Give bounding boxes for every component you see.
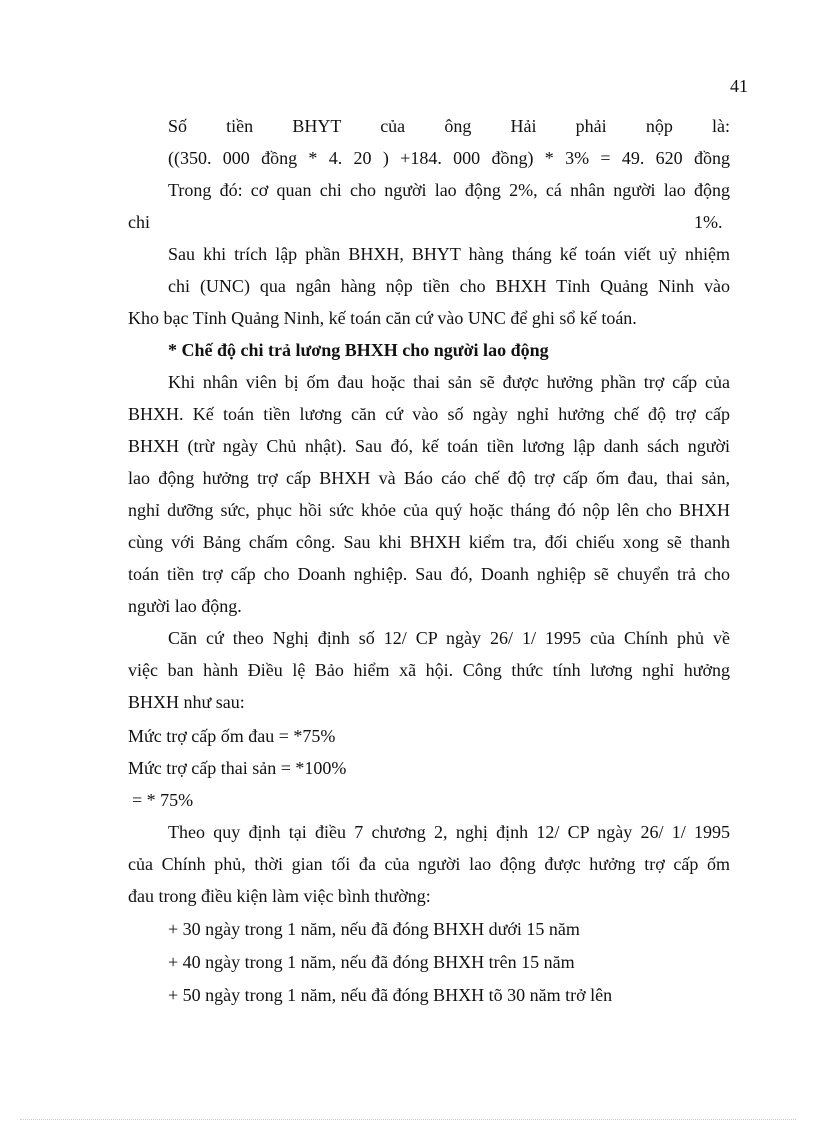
text-line: Căn cứ theo Nghị định số 12/ CP ngày 26/ 1/ 1995 của Chính phủ về xyxy=(168,628,730,648)
page-bottom-divider xyxy=(20,1119,796,1120)
text-line: Trong đó: cơ quan chi cho người lao động 2%, cá nhân người lao động xyxy=(168,180,730,200)
formula-line: Mức trợ cấp ốm đau = *75% xyxy=(128,726,336,746)
text-line: chi xyxy=(128,212,150,232)
list-item: + 40 ngày trong 1 năm, nếu đã đóng BHXH trên 15 năm xyxy=(168,952,575,972)
formula-line: Mức trợ cấp thai sản = *100% xyxy=(128,758,347,778)
text-line: của Chính phủ, thời gian tối đa của người lao động được hưởng trợ cấp ốm xyxy=(128,854,730,874)
section-heading: * Chế độ chi trả lương BHXH cho người lao động xyxy=(168,340,549,360)
text-line: Sau khi trích lập phần BHXH, BHYT hàng tháng kế toán viết uỷ nhiệm xyxy=(168,244,730,264)
text-line: BHXH. Kế toán tiền lương căn cứ vào số ngày nghỉ hưởng chế độ trợ cấp xyxy=(128,404,730,424)
text-line: BHXH như sau: xyxy=(128,692,245,712)
text-line: việc ban hành Điều lệ Bảo hiểm xã hội. Công thức tính lương nghỉ hưởng xyxy=(128,660,730,680)
page-number: 41 xyxy=(730,76,748,96)
text-line: Khi nhân viên bị ốm đau hoặc thai sản sẽ được hưởng phần trợ cấp của xyxy=(168,372,730,392)
text-line: toán tiền trợ cấp cho Doanh nghiệp. Sau đó, Doanh nghiệp sẽ chuyển trả cho xyxy=(128,564,730,584)
text-line: chi (UNC) qua ngân hàng nộp tiền cho BHXH Tỉnh Quảng Ninh vào xyxy=(168,276,730,296)
text-line: ((350. 000 đồng * 4. 20 ) +184. 000 đồng) * 3% = 49. 620 đồng xyxy=(168,148,730,168)
text-line: BHXH (trừ ngày Chủ nhật). Sau đó, kế toán tiền lương lập danh sách người xyxy=(128,436,730,456)
list-item: + 30 ngày trong 1 năm, nếu đã đóng BHXH dưới 15 năm xyxy=(168,919,580,939)
text-line: lao động hưởng trợ cấp BHXH và Báo cáo chế độ trợ cấp ốm đau, thai sản, xyxy=(128,468,730,488)
text-line: người lao động. xyxy=(128,596,242,616)
text-line: Số tiền BHYT của ông Hải phải nộp là: xyxy=(168,116,730,136)
formula-line: = * 75% xyxy=(132,790,194,810)
text-line: Kho bạc Tỉnh Quảng Ninh, kế toán căn cứ vào UNC để ghi sổ kế toán. xyxy=(128,308,637,328)
text-line: đau trong điều kiện làm việc bình thường: xyxy=(128,886,431,906)
text-line: Theo quy định tại điều 7 chương 2, nghị định 12/ CP ngày 26/ 1/ 1995 xyxy=(168,822,730,842)
text-line: cùng với Bảng chấm công. Sau khi BHXH kiểm tra, đối chiếu xong sẽ thanh xyxy=(128,532,730,552)
list-item: + 50 ngày trong 1 năm, nếu đã đóng BHXH tõ 30 năm trở lên xyxy=(168,985,613,1005)
text-line: 1%. xyxy=(694,212,723,232)
text-line: nghỉ dưỡng sức, phục hồi sức khỏe của quý hoặc tháng đó nộp lên cho BHXH xyxy=(128,500,730,520)
